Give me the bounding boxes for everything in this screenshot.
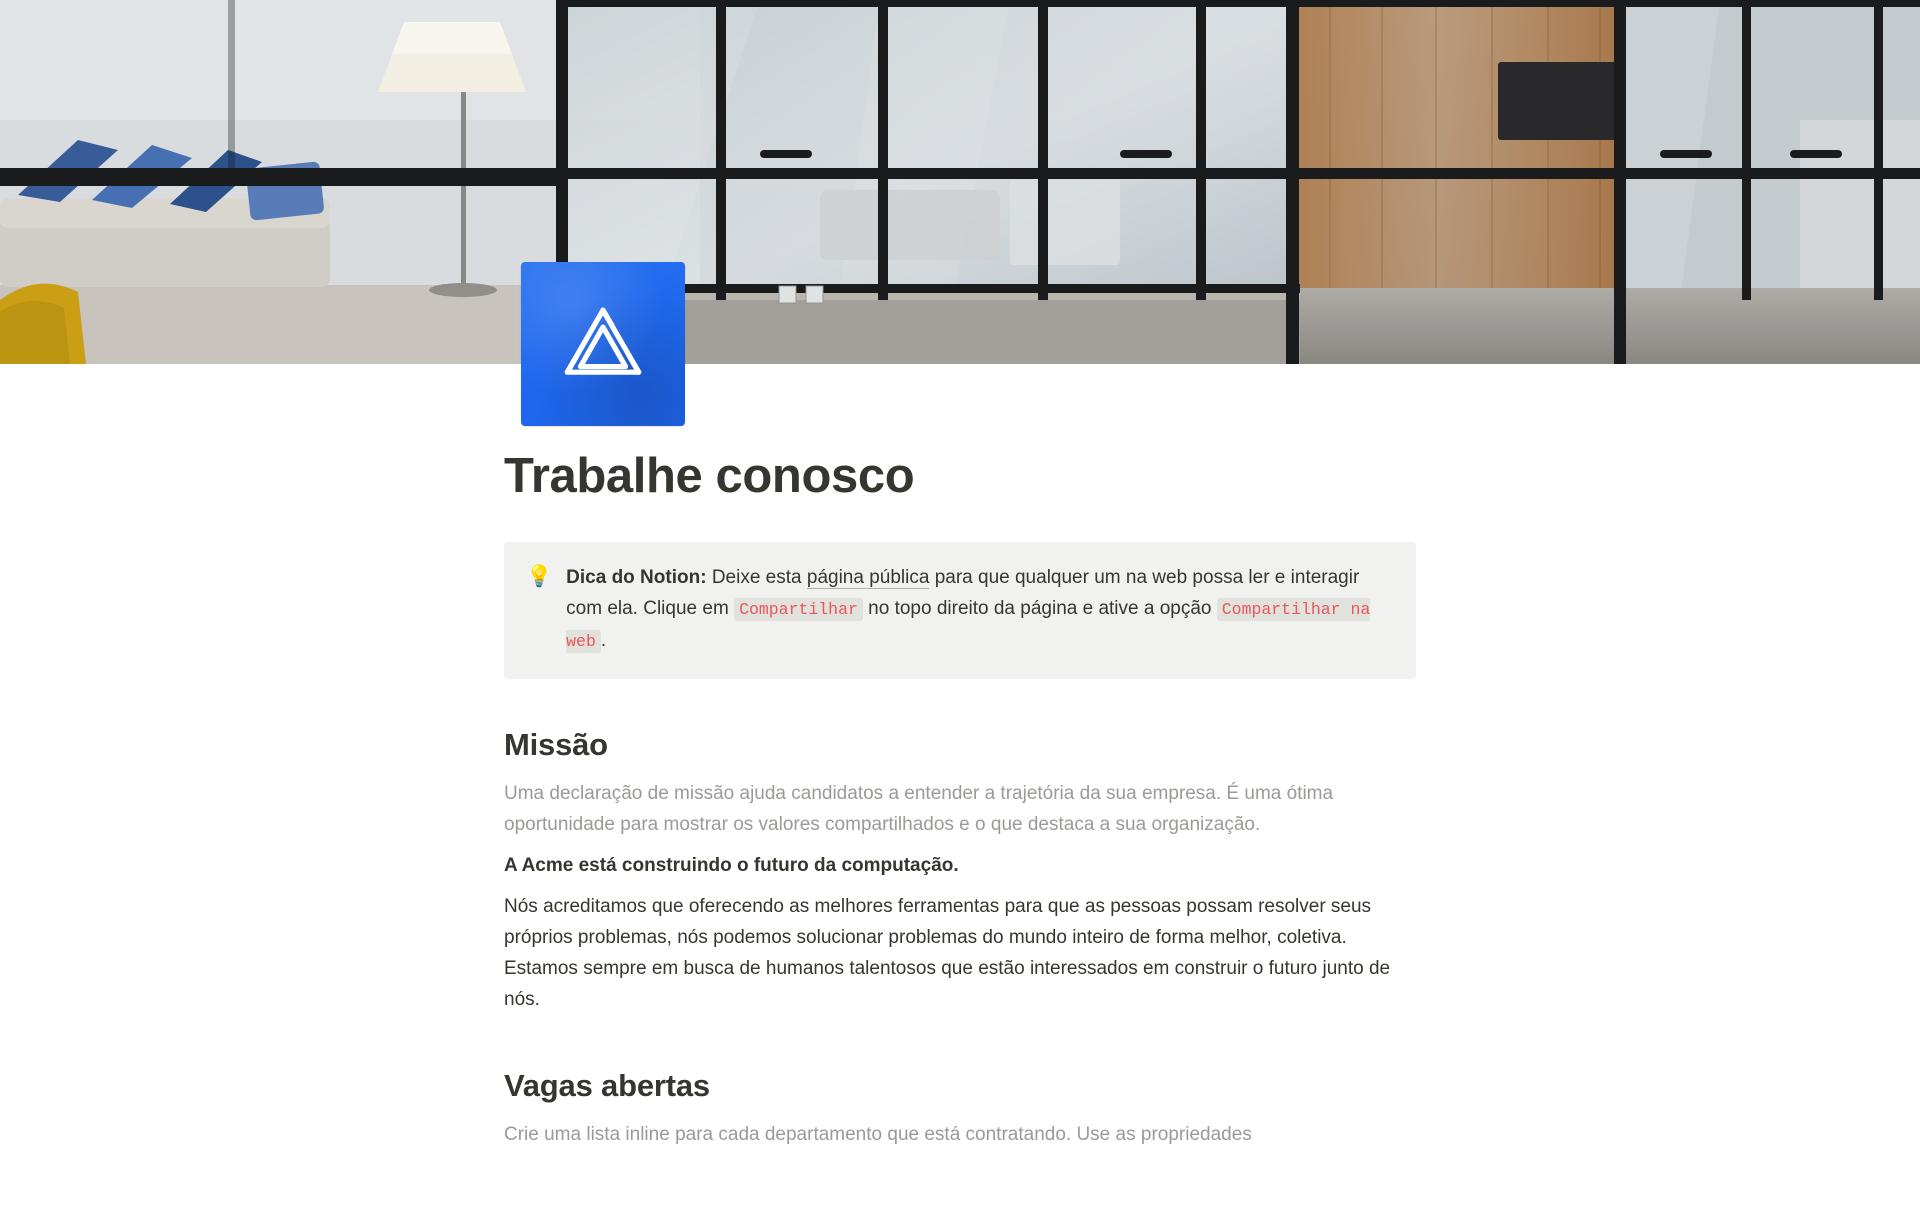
section-heading-vagas-abertas[interactable]: Vagas abertas [504, 1068, 710, 1104]
callout-text [566, 562, 1394, 657]
page-cover-image [0, 0, 1920, 364]
lightbulb-icon: 💡 [526, 564, 553, 588]
pagina-publica-link[interactable]: página pública [806, 566, 930, 588]
penrose-triangle-icon [521, 262, 685, 426]
callout-text-1: Deixe esta [706, 566, 807, 588]
callout-text-3: no topo direito da página e ative a opção [862, 597, 1217, 619]
notion-tip-callout[interactable] [504, 542, 1416, 679]
callout-text-4: . [600, 629, 607, 651]
section-heading-missao[interactable]: Missão [504, 726, 608, 762]
paragraph-missao-intro[interactable]: Uma declaração de missão ajuda candidatos a entender a trajetória da sua empresa. É uma ótima oportunidade para mostrar os valores compartilhados e o que destaca a sua organização. [504, 783, 1334, 836]
page-icon[interactable] [521, 262, 685, 426]
paragraph-missao-body[interactable]: Nós acreditamos que oferecendo as melhores ferramentas para que as pessoas possam resolver seus próprios problemas, nós podemos solucionar problemas do mundo inteiro de forma melhor, coletiva. Estamos sempre em busca de humanos talentosos que estão interessados em construir o futuro junto de nós. [504, 896, 1391, 1011]
paragraph-missao-statement[interactable]: A Acme está construindo o futuro da computação. [504, 855, 959, 877]
paragraph-vagas-intro[interactable]: Crie uma lista inline para cada departamento que está contratando. Use as propriedades [504, 1124, 1252, 1146]
callout-lead: Dica do Notion: [566, 566, 707, 588]
page-title[interactable]: Trabalhe conosco [504, 449, 915, 503]
code-compartilhar-na-web: Compartilhar na web [566, 599, 1371, 651]
callout-text-2: para que qualquer um na web possa ler e interagir com ela. Clique em [566, 566, 1360, 619]
code-compartilhar: Compartilhar [734, 598, 863, 621]
page-content [0, 364, 1920, 1215]
